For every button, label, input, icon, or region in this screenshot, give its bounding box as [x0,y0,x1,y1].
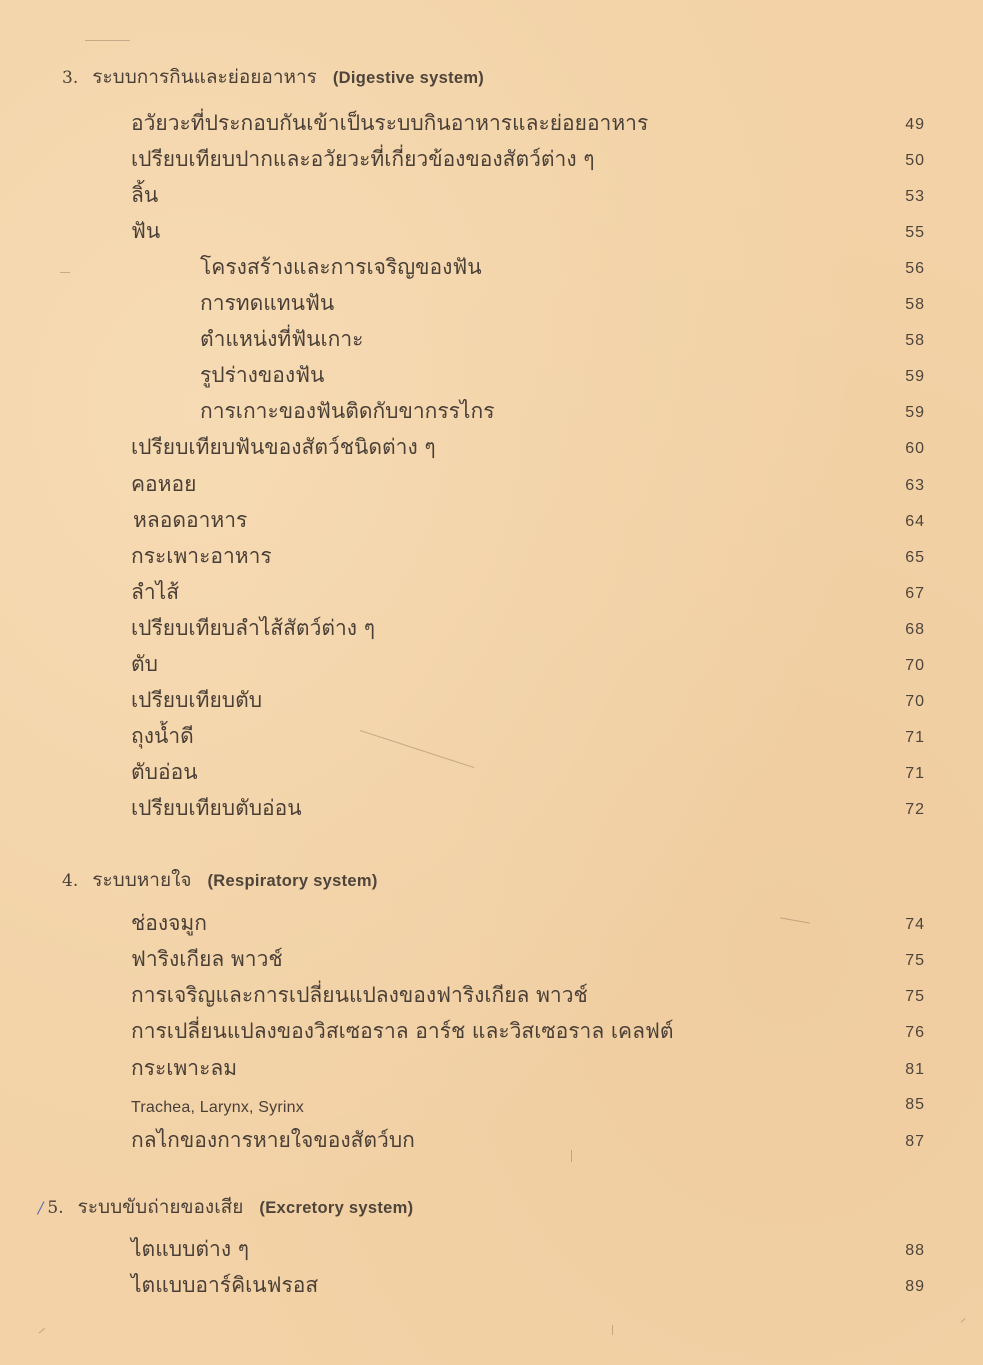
entry-title: การเจริญและการเปลี่ยนแปลงของฟาริงเกียล พาวช์ [131,983,588,1007]
entry-title: ไตแบบอาร์คิเนฟรอส [131,1273,319,1297]
entry-page-number: 75 [905,988,925,1005]
entry-page-number: 72 [905,801,925,818]
entry-title: รูปร่างของฟัน [200,363,325,387]
entry-page-number: 64 [905,513,925,530]
toc-entry [0,1053,983,1089]
entry-page-number: 70 [905,693,925,710]
entry-title: เปรียบเทียบตับ [131,688,263,712]
entry-title: หลอดอาหาร [133,508,248,532]
toc-entry [0,1093,983,1129]
entry-page-number: 76 [905,1024,925,1041]
entry-page-number: 59 [905,368,925,385]
toc-entry [0,980,983,1016]
entry-title: การทดแทนฟัน [200,291,335,315]
toc-entry [0,757,983,793]
toc-entry [0,144,983,180]
section-title-thai: ระบบขับถ่ายของเสีย [77,1196,244,1218]
section-title-thai: ระบบการกินและย่อยอาหาร [92,66,317,88]
toc-entry [0,1270,983,1306]
pen-mark-annotation: / [38,1198,44,1217]
entry-title: ลิ้น [131,183,159,207]
toc-entry [0,577,983,613]
entry-title: การเปลี่ยนแปลงของวิสเซอราล อาร์ช และวิสเซอราล เคลฟต์ [131,1019,674,1043]
toc-entry [0,613,983,649]
entry-page-number: 58 [905,296,925,313]
section-number: 5. [47,1198,64,1218]
toc-entry [0,505,983,541]
entry-page-number: 56 [905,260,925,277]
entry-title: เปรียบเทียบปากและอวัยวะที่เกี่ยวข้องของสัตว์ต่าง ๆ [131,147,595,171]
entry-page-number: 50 [905,152,925,169]
section-title-english: (Excretory system) [259,1199,414,1217]
entry-page-number: 68 [905,621,925,638]
entry-page-number: 58 [905,332,925,349]
entry-page-number: 53 [905,188,925,205]
entry-page-number: 81 [905,1061,925,1078]
toc-entry [0,908,983,944]
toc-entry [0,541,983,577]
section-number: 3. [62,68,79,88]
paper-fiber [39,1328,46,1334]
section-heading-digestive [62,62,484,92]
toc-entry [0,432,983,468]
entry-page-number: 59 [905,404,925,421]
toc-entry [0,649,983,685]
entry-page-number: 71 [905,765,925,782]
section-title-english: (Respiratory system) [207,872,378,890]
toc-entry [0,216,983,252]
entry-title: ตับอ่อน [131,760,198,784]
toc-entry [0,721,983,757]
toc-entry [0,685,983,721]
section-title-thai: ระบบหายใจ [92,869,192,891]
entry-page-number: 70 [905,657,925,674]
entry-title: ฟัน [131,219,161,243]
paper-fiber [612,1325,613,1335]
entry-title: Trachea, Larynx, Syrinx [131,1099,304,1116]
entry-page-number: 67 [905,585,925,602]
entry-title: ถุงน้ำดี [131,724,194,748]
toc-entry [0,1016,983,1052]
entry-page-number: 85 [905,1096,925,1113]
paper-fiber [60,272,70,273]
toc-entry [0,108,983,144]
entry-title: อวัยวะที่ประกอบกันเข้าเป็นระบบกินอาหารและย่อยอาหาร [131,111,649,135]
entry-page-number: 65 [905,549,925,566]
entry-title: ตับ [131,652,158,676]
entry-title: กระเพาะลม [131,1056,238,1080]
entry-title: กระเพาะอาหาร [131,544,272,568]
paper-fiber [571,1150,572,1162]
entry-title: เปรียบเทียบตับอ่อน [131,796,302,820]
toc-entry [0,180,983,216]
toc-entry [0,1234,983,1270]
entry-title: เปรียบเทียบลำไส้สัตว์ต่าง ๆ [131,616,376,640]
paper-fiber [960,1318,965,1323]
entry-page-number: 89 [905,1278,925,1295]
entry-title: ลำไส้ [131,580,180,604]
toc-entry [0,793,983,829]
entry-title: กลไกของการหายใจของสัตว์บก [131,1128,415,1152]
section-title-english: (Digestive system) [332,69,485,87]
toc-subentry [0,396,983,432]
toc-subentry [0,252,983,288]
entry-title: โครงสร้างและการเจริญของฟัน [200,255,482,279]
entry-page-number: 74 [905,916,925,933]
entry-title: คอหอย [131,472,197,496]
entry-title: ตำแหน่งที่ฟันเกาะ [200,327,364,351]
entry-title: ไตแบบต่าง ๆ [131,1237,250,1261]
entry-page-number: 49 [905,116,925,133]
entry-title: การเกาะของฟันติดกับขากรรไกร [200,399,495,423]
toc-subentry [0,324,983,360]
section-heading-excretory [38,1192,413,1222]
toc-subentry [0,288,983,324]
entry-page-number: 71 [905,729,925,746]
entry-title: ช่องจมูก [131,911,207,935]
entry-title: ฟาริงเกียล พาวช์ [131,947,283,971]
toc-entry [0,1125,983,1161]
section-number: 4. [62,871,79,891]
entry-page-number: 60 [905,440,925,457]
toc-entry [0,469,983,505]
entry-page-number: 88 [905,1242,925,1259]
paper-fiber [85,40,130,41]
entry-page-number: 75 [905,952,925,969]
toc-subentry [0,360,983,396]
section-heading-respiratory [62,865,378,895]
entry-page-number: 87 [905,1133,925,1150]
entry-title: เปรียบเทียบฟันของสัตว์ชนิดต่าง ๆ [131,435,436,459]
toc-entry [0,944,983,980]
entry-page-number: 63 [905,477,925,494]
entry-page-number: 55 [905,224,925,241]
